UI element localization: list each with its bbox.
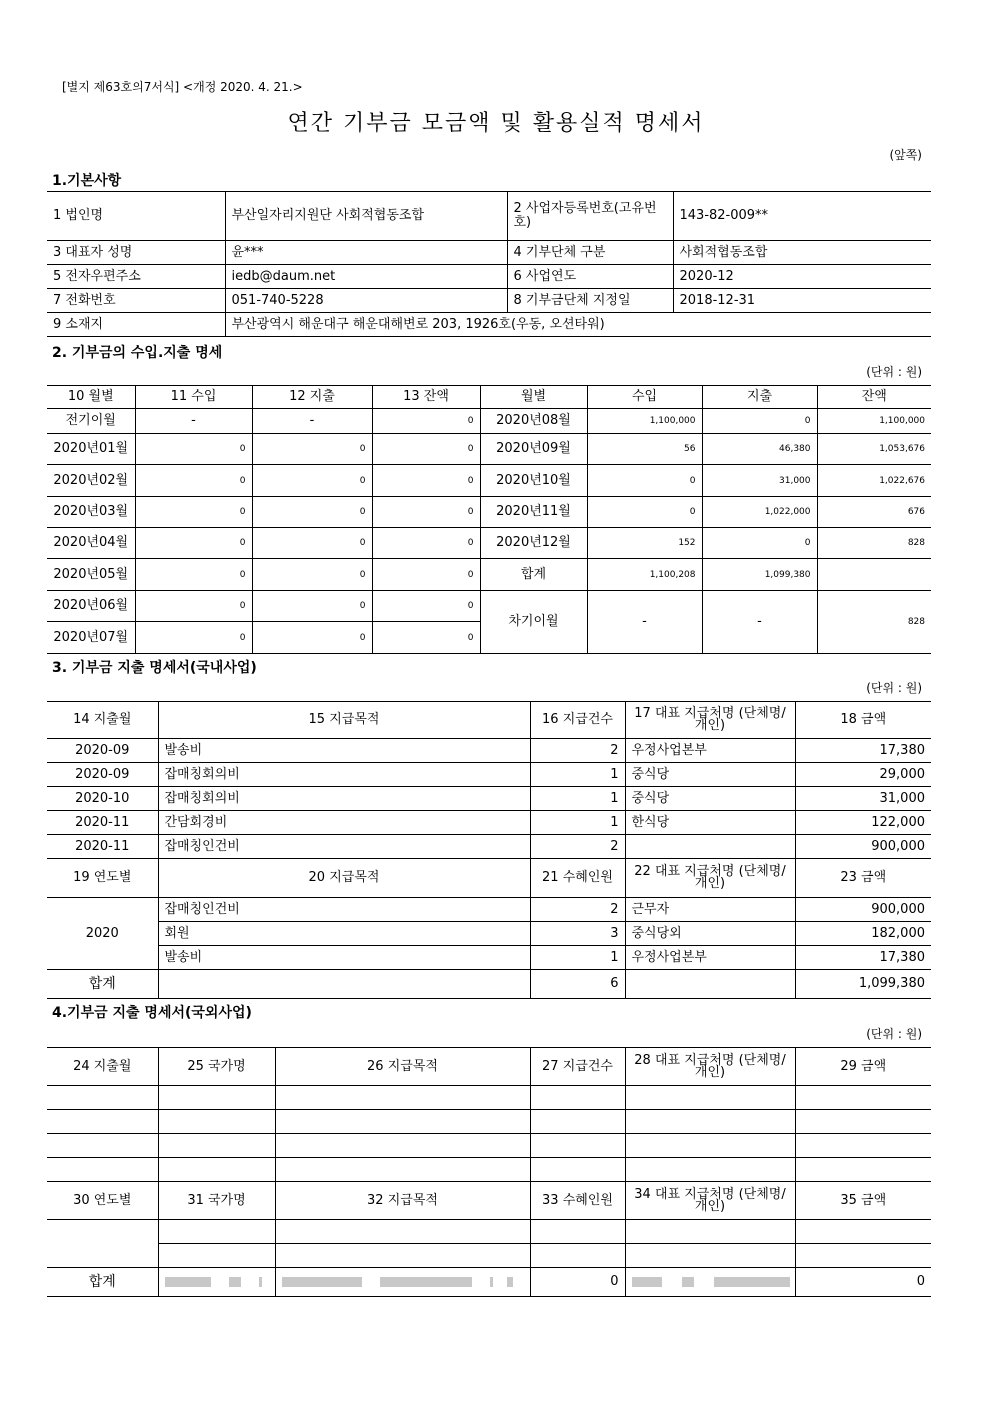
empty-cell (275, 1158, 530, 1182)
basic-info-row (47, 313, 931, 337)
front-side-label: (앞쪽) (889, 148, 922, 162)
total-label: 합계 (480, 559, 587, 591)
email-value: iedb@daum.net (225, 265, 507, 289)
col-header: 월별 (480, 386, 587, 409)
count: 1 (530, 811, 625, 835)
expense-cell: 31,000 (702, 465, 817, 497)
fiscal-year-label: 6 사업연도 (507, 265, 673, 289)
empty-cell (47, 1134, 158, 1158)
address-value: 부산광역시 해운대구 해운대해변로 203, 1926호(우동, 오션타워) (225, 313, 931, 337)
unit-label: (단위 : 원) (866, 365, 922, 379)
empty-cell (158, 1086, 275, 1110)
redaction-mark (259, 1277, 262, 1287)
total-count: 0 (530, 1268, 625, 1297)
amount: 29,000 (795, 763, 931, 787)
income-cell: 0 (135, 622, 252, 654)
recipients: 1 (530, 946, 625, 970)
balance-cell: 0 (372, 559, 480, 591)
table-row (47, 1158, 931, 1182)
table-row (47, 763, 931, 787)
col-header: 18 금액 (795, 702, 931, 739)
year-cell: 2020 (47, 898, 158, 970)
empty-cell (275, 1110, 530, 1134)
empty-cell (530, 1134, 625, 1158)
basic-info-row (47, 241, 931, 265)
month-cell: 2020년05월 (47, 559, 135, 591)
address-label: 9 소재지 (47, 313, 225, 337)
overseas-expense-table (47, 1047, 931, 1297)
expense-cell: 1,022,000 (702, 497, 817, 528)
empty-cell (530, 1220, 625, 1244)
designation-date-label: 8 기부금단체 지정일 (507, 289, 673, 313)
col-header: 35 금액 (795, 1182, 931, 1220)
month-cell: 2020년08월 (480, 409, 587, 434)
table-row (47, 591, 931, 622)
table-header-row (47, 702, 931, 739)
redacted-cell (275, 1268, 530, 1297)
balance-cell: 676 (817, 497, 931, 528)
col-header: 22 대표 지급처명 (단체명/개인) (625, 859, 795, 898)
total-purpose (158, 970, 530, 999)
domestic-expense-table (47, 701, 931, 999)
col-header: 25 국가명 (158, 1048, 275, 1086)
redaction-mark (165, 1277, 211, 1287)
col-header: 잔액 (817, 386, 931, 409)
carry-forward-label: 차기이월 (480, 591, 587, 654)
amount: 900,000 (795, 898, 931, 922)
empty-cell (625, 1134, 795, 1158)
table-header-row (47, 859, 931, 898)
empty-cell (47, 1086, 158, 1110)
redaction-mark (632, 1277, 662, 1287)
income-cell: 56 (587, 434, 702, 465)
table-header-row (47, 386, 931, 409)
payee: 중식당 (625, 763, 795, 787)
table-row (47, 1110, 931, 1134)
count: 1 (530, 763, 625, 787)
col-header: 23 금액 (795, 859, 931, 898)
col-header: 30 연도별 (47, 1182, 158, 1220)
total-amount: 1,099,380 (795, 970, 931, 999)
col-header: 33 수혜인원 (530, 1182, 625, 1220)
balance-cell: 0 (372, 409, 480, 434)
expense-cell: 46,380 (702, 434, 817, 465)
carry-forward-expense: - (702, 591, 817, 654)
empty-cell (795, 1220, 931, 1244)
biz-no-label: 2 사업자등록번호(고유번호) (507, 192, 673, 241)
balance-cell: 0 (372, 465, 480, 497)
total-balance (817, 559, 931, 591)
table-row (47, 528, 931, 559)
empty-cell (275, 1220, 530, 1244)
income-cell: 1,100,000 (587, 409, 702, 434)
col-header: 10 월별 (47, 386, 135, 409)
balance-cell: 1,100,000 (817, 409, 931, 434)
donor-type-label: 4 기부단체 구분 (507, 241, 673, 265)
count: 2 (530, 739, 625, 763)
empty-cell (158, 1244, 275, 1268)
income-cell: 152 (587, 528, 702, 559)
amount: 17,380 (795, 946, 931, 970)
col-header: 27 지급건수 (530, 1048, 625, 1086)
empty-cell (530, 1158, 625, 1182)
expense-month: 2020-11 (47, 811, 158, 835)
phone-label: 7 전화번호 (47, 289, 225, 313)
basic-info-table (47, 191, 931, 337)
recipients: 2 (530, 898, 625, 922)
designation-date-value: 2018-12-31 (673, 289, 931, 313)
expense-cell: 0 (252, 559, 372, 591)
balance-cell: 1,022,676 (817, 465, 931, 497)
income-cell: 0 (135, 465, 252, 497)
total-amount: 0 (795, 1268, 931, 1297)
month-cell: 2020년10월 (480, 465, 587, 497)
col-header: 수입 (587, 386, 702, 409)
month-cell: 2020년07월 (47, 622, 135, 654)
total-count: 6 (530, 970, 625, 999)
amount: 900,000 (795, 835, 931, 859)
redaction-mark (380, 1277, 472, 1287)
total-row (47, 1268, 931, 1297)
redaction-mark (282, 1277, 362, 1287)
month-cell: 2020년12월 (480, 528, 587, 559)
table-row (47, 465, 931, 497)
expense-cell: 0 (252, 465, 372, 497)
email-label: 5 전자우편주소 (47, 265, 225, 289)
empty-cell (795, 1110, 931, 1134)
amount: 31,000 (795, 787, 931, 811)
empty-cell (625, 1244, 795, 1268)
purpose: 잡매칭인건비 (158, 835, 530, 859)
payee (625, 835, 795, 859)
empty-cell (158, 1134, 275, 1158)
income-cell: 0 (135, 559, 252, 591)
expense-cell: 0 (252, 622, 372, 654)
total-label: 합계 (47, 970, 158, 999)
empty-cell (795, 1086, 931, 1110)
col-header: 14 지출월 (47, 702, 158, 739)
table-row (47, 1220, 931, 1244)
col-header: 13 잔액 (372, 386, 480, 409)
income-cell: 0 (587, 497, 702, 528)
table-row (47, 497, 931, 528)
payee: 우정사업본부 (625, 946, 795, 970)
expense-cell: - (252, 409, 372, 434)
count: 1 (530, 787, 625, 811)
empty-cell (625, 1220, 795, 1244)
balance-cell: 0 (372, 622, 480, 654)
col-header: 12 지출 (252, 386, 372, 409)
table-row (47, 559, 931, 591)
section-1-title: 1.기본사항 (52, 173, 122, 189)
empty-cell (625, 1158, 795, 1182)
income-cell: 0 (135, 591, 252, 622)
redacted-cell (625, 1268, 795, 1297)
table-row (47, 1134, 931, 1158)
balance-cell: 0 (372, 591, 480, 622)
empty-cell (47, 1110, 158, 1134)
corp-name-label: 1 법인명 (47, 192, 225, 241)
table-row (47, 739, 931, 763)
empty-cell (795, 1244, 931, 1268)
table-row (47, 409, 931, 434)
expense-month: 2020-09 (47, 739, 158, 763)
fiscal-year-value: 2020-12 (673, 265, 931, 289)
biz-no-value: 143-82-009** (673, 192, 931, 241)
donor-type-value: 사회적협동조합 (673, 241, 931, 265)
col-header: 19 연도별 (47, 859, 158, 898)
expense-cell: 0 (702, 528, 817, 559)
table-header-row (47, 1182, 931, 1220)
col-header: 15 지급목적 (158, 702, 530, 739)
empty-cell (625, 1110, 795, 1134)
table-row (47, 811, 931, 835)
month-cell: 2020년11월 (480, 497, 587, 528)
month-cell: 전기이월 (47, 409, 135, 434)
table-row (47, 946, 931, 970)
table-row (47, 787, 931, 811)
balance-cell: 0 (372, 497, 480, 528)
total-row (47, 970, 931, 999)
balance-cell: 1,053,676 (817, 434, 931, 465)
section-2-title: 2. 기부금의 수입.지출 명세 (52, 345, 223, 361)
expense-cell: 0 (252, 591, 372, 622)
expense-cell: 0 (252, 528, 372, 559)
amount: 17,380 (795, 739, 931, 763)
expense-cell: 0 (702, 409, 817, 434)
purpose: 잡매칭인건비 (158, 898, 530, 922)
basic-info-row (47, 265, 931, 289)
table-row (47, 434, 931, 465)
amount: 122,000 (795, 811, 931, 835)
form-label: [별지 제63호의7서식] <개정 2020. 4. 21.> (62, 80, 303, 94)
table-header-row (47, 1048, 931, 1086)
balance-cell: 0 (372, 528, 480, 559)
empty-cell (530, 1244, 625, 1268)
table-row (47, 922, 931, 946)
table-row (47, 835, 931, 859)
empty-cell (530, 1086, 625, 1110)
redacted-cell (158, 1268, 275, 1297)
month-cell: 2020년02월 (47, 465, 135, 497)
month-cell: 2020년03월 (47, 497, 135, 528)
purpose: 발송비 (158, 739, 530, 763)
payee: 근무자 (625, 898, 795, 922)
col-header: 11 수입 (135, 386, 252, 409)
month-cell: 2020년06월 (47, 591, 135, 622)
redaction-mark (714, 1277, 790, 1287)
redaction-mark (682, 1277, 694, 1287)
total-payee (625, 970, 795, 999)
payee: 한식당 (625, 811, 795, 835)
balance-cell: 828 (817, 528, 931, 559)
empty-cell (158, 1220, 275, 1244)
corp-name-value: 부산일자리지원단 사회적협동조합 (225, 192, 507, 241)
income-expense-table (47, 385, 931, 654)
empty-cell (158, 1158, 275, 1182)
empty-cell (625, 1086, 795, 1110)
redaction-mark (490, 1277, 493, 1287)
col-header: 31 국가명 (158, 1182, 275, 1220)
purpose: 간담회경비 (158, 811, 530, 835)
balance-cell: 0 (372, 434, 480, 465)
unit-label: (단위 : 원) (866, 1027, 922, 1041)
empty-cell (275, 1134, 530, 1158)
rep-name-label: 3 대표자 성명 (47, 241, 225, 265)
basic-info-row (47, 192, 931, 241)
col-header: 32 지급목적 (275, 1182, 530, 1220)
table-row (47, 1244, 931, 1268)
empty-cell (530, 1110, 625, 1134)
col-header: 28 대표 지급처명 (단체명/개인) (625, 1048, 795, 1086)
month-cell: 2020년01월 (47, 434, 135, 465)
col-header: 20 지급목적 (158, 859, 530, 898)
empty-cell (158, 1110, 275, 1134)
carry-forward-balance: 828 (817, 591, 931, 654)
income-cell: 0 (135, 528, 252, 559)
purpose: 발송비 (158, 946, 530, 970)
empty-cell (795, 1158, 931, 1182)
income-cell: 0 (135, 434, 252, 465)
purpose: 회원 (158, 922, 530, 946)
carry-forward-income: - (587, 591, 702, 654)
expense-month: 2020-09 (47, 763, 158, 787)
purpose: 잡매칭회의비 (158, 787, 530, 811)
col-header: 16 지급건수 (530, 702, 625, 739)
redaction-mark (229, 1277, 241, 1287)
expense-cell: 0 (252, 434, 372, 465)
col-header: 17 대표 지급처명 (단체명/개인) (625, 702, 795, 739)
count: 2 (530, 835, 625, 859)
total-expense: 1,099,380 (702, 559, 817, 591)
col-header: 지출 (702, 386, 817, 409)
section-3-title: 3. 기부금 지출 명세서(국내사업) (52, 660, 257, 676)
rep-name-value: 윤*** (225, 241, 507, 265)
col-header: 29 금액 (795, 1048, 931, 1086)
empty-cell (47, 1220, 158, 1268)
col-header: 26 지급목적 (275, 1048, 530, 1086)
expense-month: 2020-10 (47, 787, 158, 811)
empty-cell (795, 1134, 931, 1158)
income-cell: 0 (135, 497, 252, 528)
table-row (47, 1086, 931, 1110)
section-4-title: 4.기부금 지출 명세서(국외사업) (52, 1005, 252, 1021)
payee: 중식당외 (625, 922, 795, 946)
income-cell: 0 (587, 465, 702, 497)
month-cell: 2020년09월 (480, 434, 587, 465)
empty-cell (275, 1086, 530, 1110)
total-income: 1,100,208 (587, 559, 702, 591)
expense-month: 2020-11 (47, 835, 158, 859)
payee: 중식당 (625, 787, 795, 811)
income-cell: - (135, 409, 252, 434)
purpose: 잡매칭회의비 (158, 763, 530, 787)
col-header: 34 대표 지급처명 (단체명/개인) (625, 1182, 795, 1220)
col-header: 21 수혜인원 (530, 859, 625, 898)
phone-value: 051-740-5228 (225, 289, 507, 313)
expense-cell: 0 (252, 497, 372, 528)
unit-label: (단위 : 원) (866, 681, 922, 695)
col-header: 24 지출월 (47, 1048, 158, 1086)
amount: 182,000 (795, 922, 931, 946)
redaction-mark (507, 1277, 513, 1287)
table-row (47, 898, 931, 922)
empty-cell (275, 1244, 530, 1268)
empty-cell (47, 1158, 158, 1182)
basic-info-row (47, 289, 931, 313)
page-title: 연간 기부금 모금액 및 활용실적 명세서 (287, 111, 705, 136)
payee: 우정사업본부 (625, 739, 795, 763)
total-label: 합계 (47, 1268, 158, 1297)
recipients: 3 (530, 922, 625, 946)
month-cell: 2020년04월 (47, 528, 135, 559)
